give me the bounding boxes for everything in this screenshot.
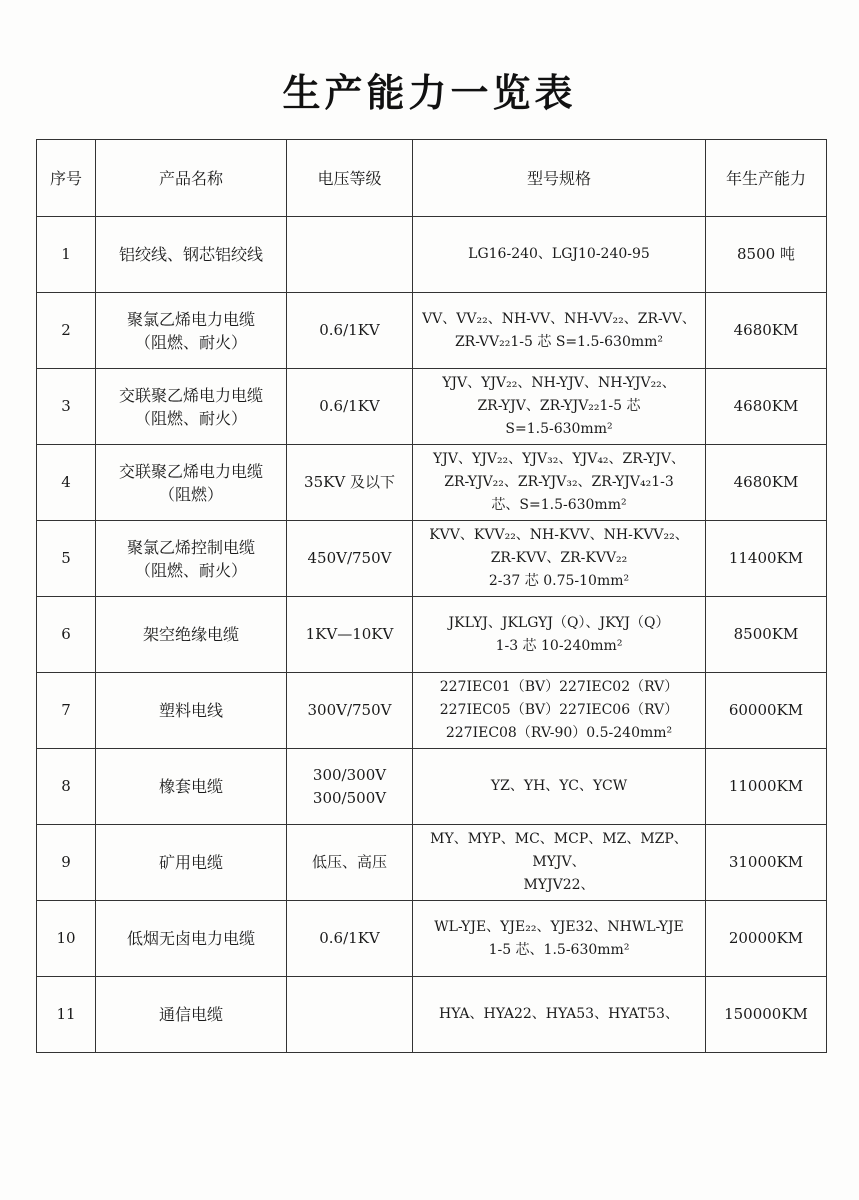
table-row [37,749,827,825]
cell-capacity: 4680KM [706,293,827,369]
cell-seq: 9 [37,825,96,901]
cell-voltage: 0.6/1KV [287,293,413,369]
cell-product-name: 架空绝缘电缆 [96,597,287,673]
table-row [37,293,827,369]
cell-product-name: 交联聚乙烯电力电缆 （阻燃、耐火） [96,369,287,445]
cell-voltage: 0.6/1KV [287,369,413,445]
capacity-table [36,139,827,1053]
cell-voltage: 450V/750V [287,521,413,597]
header-product-name: 产品名称 [96,140,287,217]
cell-product-name: 矿用电缆 [96,825,287,901]
cell-product-name: 聚氯乙烯电力电缆 （阻燃、耐火） [96,293,287,369]
cell-seq: 3 [37,369,96,445]
header-capacity: 年生产能力 [706,140,827,217]
cell-product-name: 低烟无卤电力电缆 [96,901,287,977]
header-voltage: 电压等级 [287,140,413,217]
table-row [37,673,827,749]
table-row [37,901,827,977]
cell-spec: MY、MYP、MC、MCP、MZ、MZP、MYJV、 MYJV22、 [413,825,706,901]
cell-product-name: 聚氯乙烯控制电缆 （阻燃、耐火） [96,521,287,597]
cell-voltage [287,217,413,293]
cell-voltage: 300V/750V [287,673,413,749]
cell-capacity: 4680KM [706,445,827,521]
cell-voltage: 0.6/1KV [287,901,413,977]
table-row [37,217,827,293]
cell-seq: 8 [37,749,96,825]
table-row [37,369,827,445]
cell-capacity: 31000KM [706,825,827,901]
table-row [37,597,827,673]
cell-product-name: 通信电缆 [96,977,287,1053]
cell-seq: 1 [37,217,96,293]
table-row [37,977,827,1053]
cell-spec: YJV、YJV₂₂、NH-YJV、NH-YJV₂₂、 ZR-YJV、ZR-YJV₂₂1-5 芯 S=1.5-630mm² [413,369,706,445]
cell-voltage: 低压、高压 [287,825,413,901]
cell-seq: 2 [37,293,96,369]
cell-capacity: 20000KM [706,901,827,977]
cell-product-name: 塑料电线 [96,673,287,749]
cell-spec: YJV、YJV₂₂、YJV₃₂、YJV₄₂、ZR-YJV、 ZR-YJV₂₂、ZR-YJV₃₂、ZR-YJV₄₂1-3 芯、S=1.5-630mm² [413,445,706,521]
cell-seq: 7 [37,673,96,749]
cell-product-name: 橡套电缆 [96,749,287,825]
cell-seq: 4 [37,445,96,521]
cell-voltage [287,977,413,1053]
cell-product-name: 铝绞线、钢芯铝绞线 [96,217,287,293]
cell-spec: HYA、HYA22、HYA53、HYAT53、 [413,977,706,1053]
cell-capacity: 11400KM [706,521,827,597]
cell-spec: 227IEC01（BV）227IEC02（RV） 227IEC05（BV）227IEC06（RV） 227IEC08（RV-90）0.5-240mm² [413,673,706,749]
cell-seq: 11 [37,977,96,1053]
table-row [37,825,827,901]
cell-capacity: 4680KM [706,369,827,445]
page-title: 生产能力一览表 [282,71,577,115]
table-header-row [37,140,827,217]
cell-spec: JKLYJ、JKLGYJ（Q）、JKYJ（Q） 1-3 芯 10-240mm² [413,597,706,673]
cell-seq: 10 [37,901,96,977]
cell-spec: LG16-240、LGJ10-240-95 [413,217,706,293]
cell-voltage: 300/300V 300/500V [287,749,413,825]
table-row [37,445,827,521]
cell-spec: VV、VV₂₂、NH-VV、NH-VV₂₂、ZR-VV、 ZR-VV₂₂1-5 芯 S=1.5-630mm² [413,293,706,369]
cell-voltage: 35KV 及以下 [287,445,413,521]
cell-capacity: 11000KM [706,749,827,825]
cell-spec: WL-YJE、YJE₂₂、YJE32、NHWL-YJE 1-5 芯、1.5-630mm² [413,901,706,977]
cell-voltage: 1KV—10KV [287,597,413,673]
cell-product-name: 交联聚乙烯电力电缆 （阻燃） [96,445,287,521]
table-body [37,217,827,1053]
cell-seq: 5 [37,521,96,597]
cell-capacity: 8500 吨 [706,217,827,293]
cell-spec: KVV、KVV₂₂、NH-KVV、NH-KVV₂₂、 ZR-KVV、ZR-KVV₂₂ 2-37 芯 0.75-10mm² [413,521,706,597]
cell-capacity: 60000KM [706,673,827,749]
cell-seq: 6 [37,597,96,673]
table-row [37,521,827,597]
header-seq: 序号 [37,140,96,217]
cell-capacity: 150000KM [706,977,827,1053]
cell-capacity: 8500KM [706,597,827,673]
header-spec: 型号规格 [413,140,706,217]
cell-spec: YZ、YH、YC、YCW [413,749,706,825]
